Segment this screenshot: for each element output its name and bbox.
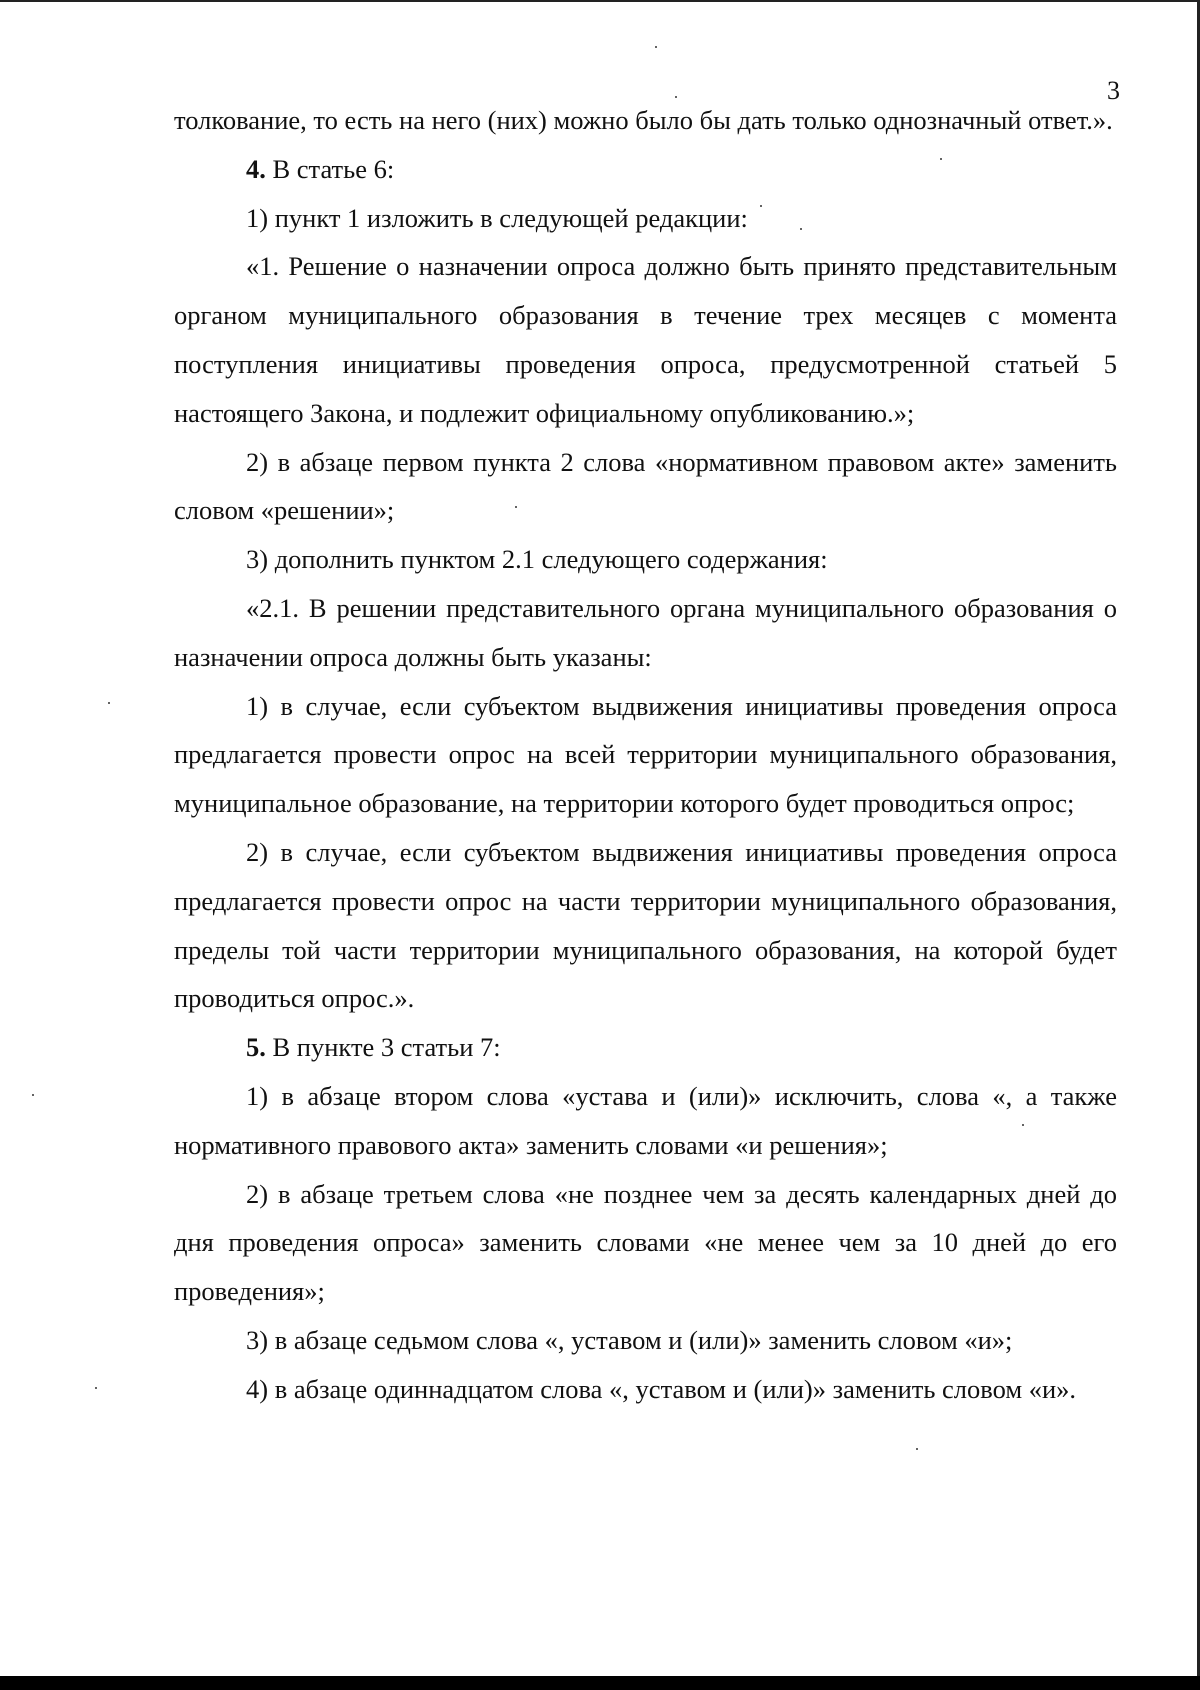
paragraph-quote-1: «1. Решение о назначении опроса должно быть принято представительным органом муниципального образования в течение трех месяцев с момента поступления инициативы проведения опроса, предусмотренной статьей 5 настоящего Закона, и подлежит официальному опубликованию.»; <box>174 251 1117 428</box>
paragraph-s5-item-2: 2) в абзаце третьем слова «не позднее чем за десять календарных дней до дня проведения опроса» заменить словами «не менее чем за 10 дней до его проведения»; <box>174 1178 1117 1307</box>
paragraph-quote-2-1: «2.1. В решении представительного органа муниципального образования о назначении опроса должны быть указаны: <box>174 592 1117 672</box>
paragraph-s5-item-3: 3) в абзаце седьмом слова «, уставом и (или)» заменить словом «и»; <box>246 1324 1013 1355</box>
paragraph-item-3: 3) дополнить пунктом 2.1 следующего содержания: <box>246 544 828 575</box>
scan-speck <box>916 1448 918 1450</box>
paragraph-subitem-1: 1) в случае, если субъектом выдвижения инициативы проведения опроса предлагается провести опрос на всей территории муниципального образования, муниципальное образование, на территории которого будет проводиться опрос; <box>174 690 1117 819</box>
page-number: 3 <box>1107 76 1120 105</box>
document-body <box>174 96 1117 1414</box>
section-4-text: В статье 6: <box>272 153 395 184</box>
scan-edge-top <box>0 0 1200 2</box>
scan-edge-bottom <box>0 1676 1200 1690</box>
paragraph-subitem-2: 2) в случае, если субъектом выдвижения инициативы проведения опроса предлагается провести опрос на части территории муниципального образования, пределы той части территории муниципального образования, на которой будет проводиться опрос.». <box>174 836 1117 1014</box>
section-number: 5. <box>246 1032 266 1063</box>
section-number: 4. <box>246 153 266 184</box>
paragraph-item-2: 2) в абзаце первом пункта 2 слова «нормативном правовом акте» заменить словом «решении»; <box>174 446 1117 526</box>
paragraph-s5-item-4: 4) в абзаце одиннадцатом слова «, уставом и (или)» заменить словом «и». <box>246 1373 1077 1404</box>
paragraph-item-1: 1) пункт 1 изложить в следующей редакции: <box>246 202 748 233</box>
scan-speck <box>655 46 657 48</box>
scan-speck <box>32 1094 34 1096</box>
section-4-heading <box>174 145 1117 194</box>
scan-speck <box>108 702 110 704</box>
section-5-heading <box>174 1023 1117 1072</box>
section-5-text: В пункте 3 статьи 7: <box>272 1032 501 1063</box>
paragraph-continuation: толкование, то есть на него (них) можно было бы дать только однозначный ответ.». <box>174 105 1113 135</box>
paragraph-s5-item-1: 1) в абзаце втором слова «устава и (или)» исключить, слова «, а также нормативного правового акта» заменить словами «и решения»; <box>174 1080 1117 1160</box>
scan-speck <box>95 1387 97 1389</box>
